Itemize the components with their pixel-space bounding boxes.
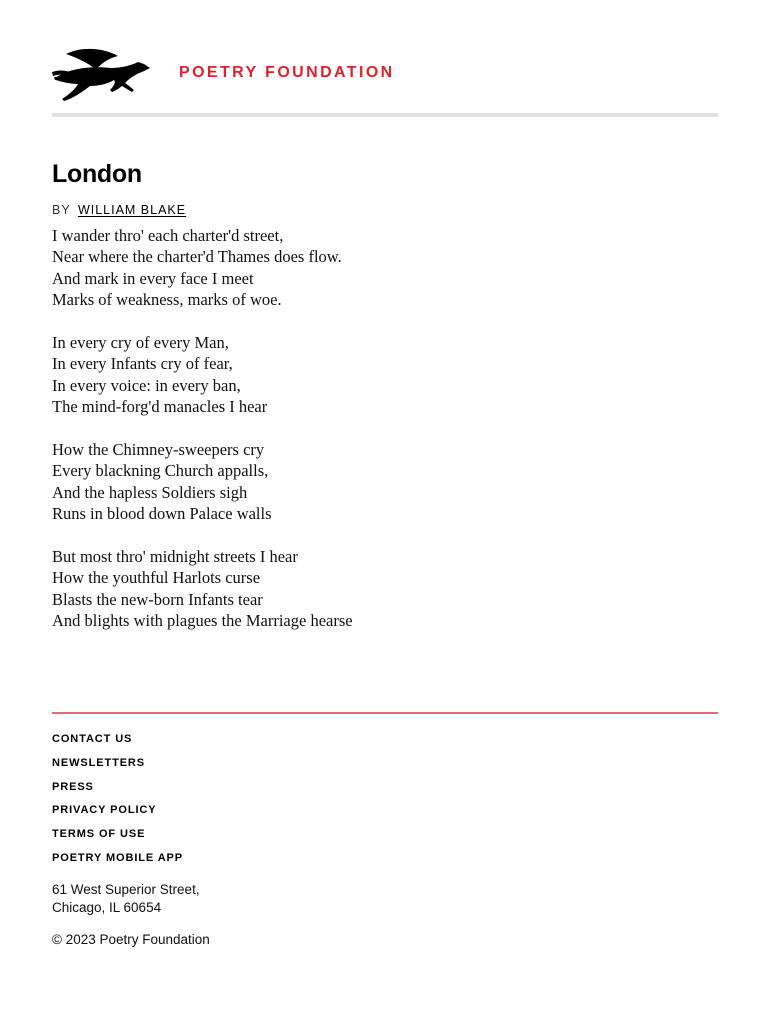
copyright-notice: © 2023 Poetry Foundation xyxy=(52,932,210,947)
stanza xyxy=(52,439,652,525)
address-line-2: Chicago, IL 60654 xyxy=(52,900,162,915)
footer-address xyxy=(52,881,200,917)
poem-line: Blasts the new-born Infants tear xyxy=(52,589,263,609)
poem-line: Runs in blood down Palace walls xyxy=(52,504,272,524)
footer-link-contact-us[interactable]: CONTACT US xyxy=(52,733,133,745)
footer-link-newsletters[interactable]: NEWSLETTERS xyxy=(52,756,146,769)
footer-link-press[interactable]: PRESS xyxy=(52,780,94,793)
poem-line: How the Chimney-sweepers cry xyxy=(52,440,265,460)
poem-line: How the youthful Harlots curse xyxy=(52,568,261,588)
poem-line: In every cry of every Man, xyxy=(52,333,229,353)
poem-line: In every Infants cry of fear, xyxy=(52,354,233,374)
footer-divider xyxy=(52,712,718,714)
poem-line: But most thro' midnight streets I hear xyxy=(52,547,298,567)
header-divider xyxy=(52,113,718,117)
footer-nav xyxy=(52,731,183,874)
poem-body xyxy=(52,225,652,653)
poem-line: Marks of weakness, marks of woe. xyxy=(52,290,282,310)
author-link[interactable]: WILLIAM BLAKE xyxy=(77,203,187,217)
poem-line: Every blackning Church appalls, xyxy=(52,461,269,481)
brand-name[interactable]: POETRY FOUNDATION xyxy=(179,64,395,81)
poem-line: In every voice: in every ban, xyxy=(52,375,241,395)
byline xyxy=(52,203,186,217)
poem-line: Near where the charter'd Thames does flow. xyxy=(52,247,342,267)
poem-line: And the hapless Soldiers sigh xyxy=(52,482,248,502)
footer-link-poetry-mobile-app[interactable]: POETRY MOBILE APP xyxy=(52,851,184,864)
poem-line: And mark in every face I meet xyxy=(52,268,254,288)
stanza xyxy=(52,225,652,311)
poem-line: And blights with plagues the Marriage hearse xyxy=(52,611,353,631)
address-line-1: 61 West Superior Street, xyxy=(52,882,200,897)
footer-link-privacy-policy[interactable]: PRIVACY POLICY xyxy=(52,804,157,817)
poem-line: I wander thro' each charter'd street, xyxy=(52,226,284,245)
stanza xyxy=(52,546,652,632)
site-header xyxy=(52,44,718,104)
pegasus-logo-icon[interactable] xyxy=(52,46,152,102)
footer-link-terms-of-use[interactable]: TERMS OF USE xyxy=(52,828,146,841)
poem-line: The mind-forg'd manacles I hear xyxy=(52,397,268,417)
stanza xyxy=(52,332,652,418)
byline-label: BY xyxy=(52,203,71,217)
poem-title: London xyxy=(52,160,142,188)
